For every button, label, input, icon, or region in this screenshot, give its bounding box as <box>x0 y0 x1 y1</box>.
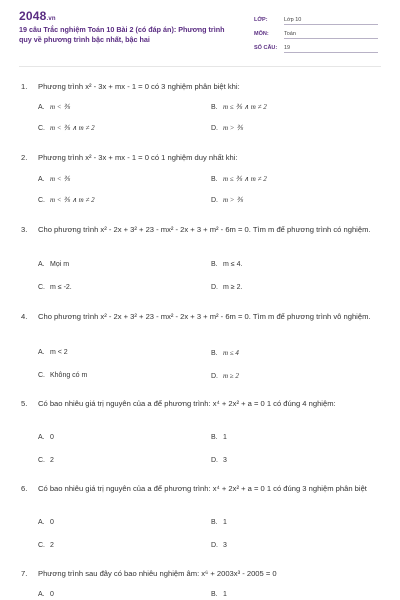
meta-subject <box>254 31 382 39</box>
option-letter: D. <box>211 542 218 549</box>
question-number: 7. <box>21 569 28 578</box>
option-letter: C. <box>38 197 45 204</box>
option-text: m < 2 <box>50 349 68 356</box>
question-stem: Cho phương trình x² - 2x + 3² + 23 - mx² - 2x + 3 + m² - 6m = 0. Tìm m để phương trình có nghiệm. <box>38 225 371 234</box>
option-b[interactable] <box>211 519 227 526</box>
option-text: 3 <box>223 542 227 549</box>
option-c[interactable] <box>38 457 54 464</box>
option-letter: D. <box>211 125 218 132</box>
option-text: m ≥ 2 <box>223 372 239 380</box>
question-number: 2. <box>21 153 28 162</box>
question-5 <box>21 398 381 409</box>
option-text: m > ⅗ <box>223 124 244 132</box>
option-letter: B. <box>211 176 218 183</box>
option-text: m ≤ 4 <box>223 349 239 357</box>
question-number: 4. <box>21 312 28 321</box>
option-letter: A. <box>38 104 45 111</box>
option-a[interactable] <box>38 261 69 268</box>
option-b[interactable] <box>211 434 227 441</box>
site-logo[interactable] <box>19 9 56 23</box>
question-stem: Có bao nhiêu giá trị nguyên của a để phương trình: x⁴ + 2x² + a = 0 1 có đúng 3 nghiệm phân biệt <box>38 484 367 493</box>
logo-text: 2048 <box>19 9 47 23</box>
option-d[interactable] <box>211 196 243 204</box>
option-a[interactable] <box>38 175 70 183</box>
option-b[interactable] <box>211 175 267 183</box>
option-letter: B. <box>211 261 218 268</box>
document-title: 19 câu Trắc nghiệm Toán 10 Bài 2 (có đáp án): Phương trình quy về phương trình bậc nhất, bậc hai <box>19 25 225 44</box>
option-d[interactable] <box>211 457 227 464</box>
option-letter: B. <box>211 591 218 598</box>
option-b[interactable] <box>211 349 239 357</box>
option-letter: D. <box>211 373 218 380</box>
option-letter: C. <box>38 457 45 464</box>
option-letter: C. <box>38 125 45 132</box>
option-text: 2 <box>50 542 54 549</box>
option-text: m ≥ 2. <box>223 284 243 291</box>
option-letter: C. <box>38 372 45 379</box>
meta-class <box>254 17 382 25</box>
question-7 <box>21 568 381 579</box>
question-6 <box>21 483 381 494</box>
meta-label: SỐ CÂU: <box>254 45 278 51</box>
option-text: m ≤ ⅗ ∧ m ≠ 2 <box>223 103 267 111</box>
question-number: 1. <box>21 82 28 91</box>
option-text: 1 <box>223 434 227 441</box>
option-text: m ≤ 4. <box>223 261 243 268</box>
option-d[interactable] <box>211 542 227 549</box>
question-number: 3. <box>21 225 28 234</box>
option-a[interactable] <box>38 103 70 111</box>
option-d[interactable] <box>211 372 239 380</box>
meta-question-count <box>254 45 382 53</box>
question-number: 6. <box>21 484 28 493</box>
option-text: 3 <box>223 457 227 464</box>
option-a[interactable] <box>38 434 54 441</box>
option-letter: A. <box>38 591 45 598</box>
meta-value: Lớp 10 <box>284 17 378 25</box>
option-c[interactable] <box>38 124 95 132</box>
header-divider <box>19 66 381 67</box>
option-letter: C. <box>38 284 45 291</box>
option-text: m ≤ ⅗ ∧ m ≠ 2 <box>223 175 267 183</box>
option-letter: B. <box>211 350 218 357</box>
meta-label: LỚP: <box>254 17 268 23</box>
question-number: 5. <box>21 399 28 408</box>
option-text: 0 <box>50 519 54 526</box>
logo-suffix: .vn <box>46 16 56 22</box>
question-4 <box>21 311 381 322</box>
meta-value: 19 <box>284 45 378 53</box>
option-letter: A. <box>38 434 45 441</box>
option-letter: A. <box>38 261 45 268</box>
option-text: 2 <box>50 457 54 464</box>
option-letter: B. <box>211 434 218 441</box>
option-text: Không có m <box>50 372 88 379</box>
option-text: 1 <box>223 591 227 598</box>
option-text: 0 <box>50 434 54 441</box>
option-letter: A. <box>38 519 45 526</box>
question-3 <box>21 224 381 235</box>
option-b[interactable] <box>211 591 227 598</box>
option-a[interactable] <box>38 591 54 598</box>
option-c[interactable] <box>38 542 54 549</box>
option-letter: D. <box>211 457 218 464</box>
option-letter: D. <box>211 284 218 291</box>
option-letter: B. <box>211 519 218 526</box>
option-c[interactable] <box>38 372 87 379</box>
option-c[interactable] <box>38 284 72 291</box>
option-a[interactable] <box>38 349 68 356</box>
option-text: 1 <box>223 519 227 526</box>
option-a[interactable] <box>38 519 54 526</box>
option-text: Mọi m <box>50 261 70 268</box>
option-letter: D. <box>211 197 218 204</box>
question-2 <box>21 152 381 163</box>
option-d[interactable] <box>211 284 242 291</box>
option-b[interactable] <box>211 261 242 268</box>
question-stem: Cho phương trình x² - 2x + 3² + 23 - mx² - 2x + 3 + m² - 6m = 0. Tìm m để phương trình vô nghiệm. <box>38 312 371 321</box>
option-letter: A. <box>38 176 45 183</box>
question-stem: Phương trình x² - 3x + mx - 1 = 0 có 3 nghiệm phân biệt khi: <box>38 82 240 91</box>
option-c[interactable] <box>38 196 95 204</box>
question-stem: Phương trình sau đây có bao nhiêu nghiệm âm: x⁶ + 2003x³ - 2005 = 0 <box>38 569 277 578</box>
option-letter: C. <box>38 542 45 549</box>
question-stem: Phương trình x² - 3x + mx - 1 = 0 có 1 nghiệm duy nhất khi: <box>38 153 238 162</box>
option-text: m ≤ -2. <box>50 284 72 291</box>
meta-value: Toán <box>284 31 378 39</box>
question-stem: Có bao nhiêu giá trị nguyên của a để phương trình: x⁴ + 2x² + a = 0 1 có đúng 4 nghiệm: <box>38 399 336 408</box>
question-1 <box>21 81 381 92</box>
option-text: m < ⅗ ∧ m ≠ 2 <box>50 124 95 132</box>
option-text: m < ⅗ <box>50 175 71 183</box>
option-b[interactable] <box>211 103 267 111</box>
option-letter: A. <box>38 349 45 356</box>
option-text: m < ⅗ <box>50 103 71 111</box>
document-header <box>0 0 400 65</box>
option-text: m < ⅗ ∧ m ≠ 2 <box>50 196 95 204</box>
option-letter: B. <box>211 104 218 111</box>
option-text: 0 <box>50 591 54 598</box>
option-d[interactable] <box>211 124 243 132</box>
meta-label: MÔN: <box>254 31 269 37</box>
option-text: m > ⅗ <box>223 196 244 204</box>
